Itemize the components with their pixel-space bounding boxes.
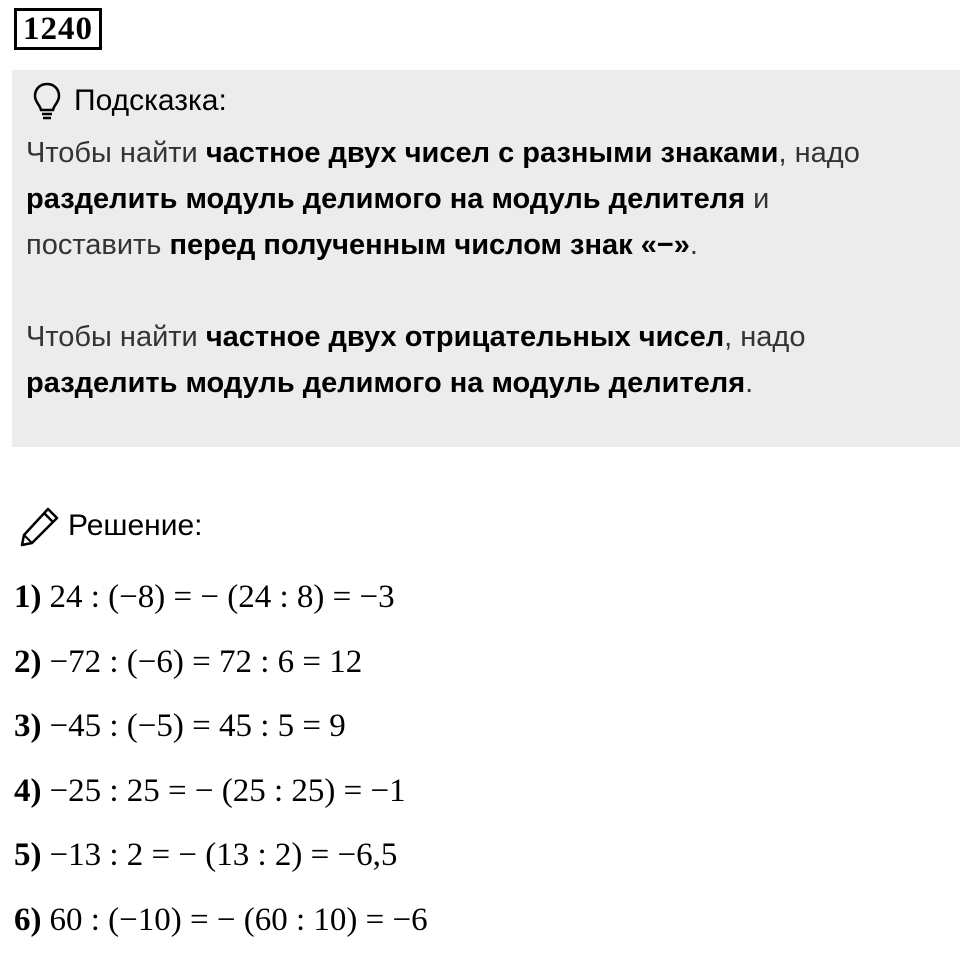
- solution-item: [14, 893, 428, 958]
- hint-text: , надо: [778, 137, 860, 169]
- hint-header: [32, 80, 227, 122]
- solution-item: [14, 828, 428, 893]
- hint-line: [26, 176, 956, 222]
- hint-box: [12, 70, 960, 447]
- hint-text: поставить: [26, 229, 170, 261]
- item-expression: −25 : 25 = − (25 : 25) = −1: [49, 772, 406, 809]
- hint-line: [26, 314, 956, 360]
- hint-line: [26, 360, 956, 406]
- hint-text: Чтобы найти: [26, 137, 206, 169]
- solution-item: [14, 699, 428, 764]
- lightbulb-icon: [32, 81, 62, 121]
- item-number: 5): [14, 837, 42, 873]
- solution-item: [14, 764, 428, 829]
- hint-emphasis: частное двух чисел с разными знаками: [205, 137, 779, 169]
- hint-line: [26, 222, 956, 268]
- solution-item: [14, 635, 428, 700]
- hint-emphasis: перед полученным числом знак «−»: [169, 229, 690, 261]
- pencil-icon: [18, 504, 62, 548]
- hint-text: .: [745, 367, 754, 399]
- hint-text: Чтобы найти: [26, 321, 206, 353]
- item-expression: −45 : (−5) = 45 : 5 = 9: [49, 708, 346, 744]
- hint-paragraph-2: [26, 314, 956, 406]
- solution-list: [14, 570, 428, 957]
- hint-emphasis: разделить модуль делимого на модуль делителя: [26, 183, 746, 215]
- hint-paragraph-1: [26, 130, 956, 268]
- hint-emphasis: разделить модуль делимого на модуль делителя: [26, 367, 746, 399]
- solution-header: [18, 502, 202, 550]
- hint-text: .: [689, 229, 698, 261]
- item-number: 4): [14, 772, 42, 809]
- hint-line: [26, 130, 956, 176]
- item-number: 3): [14, 708, 42, 744]
- item-number: 2): [14, 643, 42, 680]
- hint-title: Подсказка:: [74, 84, 227, 117]
- item-expression: 24 : (−8) = − (24 : 8) = −3: [49, 579, 395, 615]
- item-expression: −72 : (−6) = 72 : 6 = 12: [49, 643, 363, 680]
- hint-text: и: [745, 183, 770, 215]
- item-expression: −13 : 2 = − (13 : 2) = −6,5: [49, 837, 398, 873]
- solution-item: [14, 570, 428, 635]
- hint-emphasis: частное двух отрицательных чисел: [205, 321, 725, 353]
- solution-title: Решение:: [68, 509, 203, 542]
- task-number: 1240: [14, 8, 102, 50]
- item-expression: 60 : (−10) = − (60 : 10) = −6: [49, 901, 428, 938]
- item-number: 1): [14, 579, 42, 615]
- item-number: 6): [14, 901, 42, 938]
- hint-text: , надо: [724, 321, 806, 353]
